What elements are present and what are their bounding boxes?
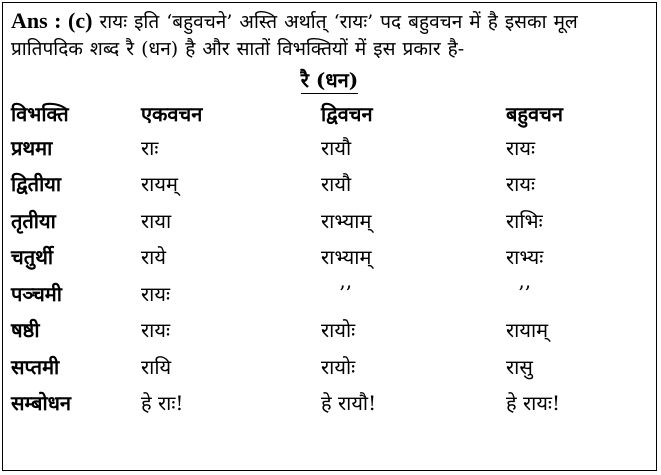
dual-form: राभ्याम्: [321, 208, 372, 233]
table-header-row: [11, 97, 648, 129]
table-title-text: रै (धन): [300, 68, 359, 92]
answer-box: [2, 2, 657, 471]
case-name: पञ्चमी: [11, 281, 62, 306]
case-name: चतुर्थी: [11, 245, 54, 270]
plural-form: राभ्यः: [506, 245, 544, 270]
dual-form: रायौ: [321, 135, 352, 160]
singular-form: राया: [141, 208, 172, 233]
table-title: [11, 67, 648, 93]
singular-form: हे राः!: [141, 391, 184, 416]
dual-form: रायोः: [321, 318, 356, 343]
case-name: द्वितीया: [11, 172, 62, 197]
singular-form: राः: [141, 135, 159, 160]
plural-form: रायाम्: [506, 318, 549, 343]
plural-form: हे रायः!: [506, 391, 561, 416]
singular-form: रायः: [141, 281, 170, 306]
singular-form: रायि: [141, 354, 172, 379]
plural-form: रासु: [506, 354, 533, 379]
table-row: [11, 275, 648, 312]
header-case: विभक्ति: [11, 101, 69, 126]
dual-form: ’’: [339, 281, 352, 306]
table-row: [11, 348, 648, 385]
plural-form: रायः: [506, 135, 535, 160]
answer-text: रायः इति ‘बहुवचने’ अस्ति अर्थात् ‘रायः’ पद बहुवचन में है इसका मूल प्रातिपदिक शब्द रै (धन) है और सातों विभक्तियों में इस प्रकार है-: [11, 11, 578, 60]
plural-form: राभिः: [506, 208, 543, 233]
answer-label: Ans : (c): [11, 8, 93, 33]
header-plural: बहुवचन: [506, 101, 563, 126]
case-name: प्रथमा: [11, 135, 53, 160]
singular-form: राये: [141, 245, 166, 270]
dual-form: रायौ: [321, 172, 352, 197]
table-row: [11, 385, 648, 422]
header-singular: एकवचन: [141, 101, 203, 126]
plural-form: रायः: [506, 172, 535, 197]
case-name: सम्बोधन: [11, 391, 72, 416]
case-name: सप्तमी: [11, 354, 60, 379]
header-dual: द्विवचन: [321, 101, 373, 126]
case-name: तृतीया: [11, 208, 56, 233]
singular-form: रायम्: [141, 172, 178, 197]
dual-form: हे रायौ!: [321, 391, 377, 416]
table-row: [11, 166, 648, 203]
table-row: [11, 129, 648, 166]
plural-form: ’’: [518, 281, 531, 306]
table-row: [11, 312, 648, 349]
table-row: [11, 239, 648, 276]
answer-paragraph: [11, 7, 648, 63]
case-name: षष्ठी: [11, 318, 40, 343]
table-row: [11, 202, 648, 239]
declension-table: [11, 97, 648, 421]
singular-form: रायः: [141, 318, 170, 343]
dual-form: रायोः: [321, 354, 356, 379]
dual-form: राभ्याम्: [321, 245, 372, 270]
